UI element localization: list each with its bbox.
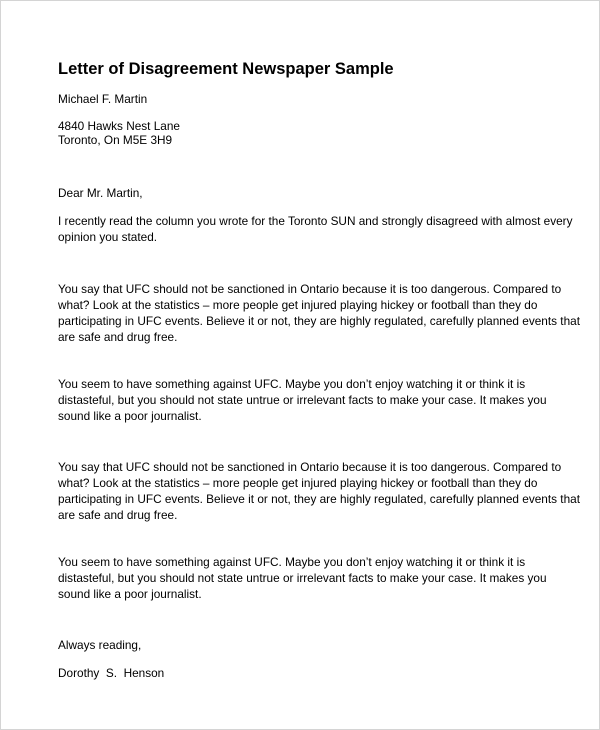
paragraph-line: sound like a poor journalist. (58, 587, 202, 601)
paragraph-line: distasteful, but you should not state untrue or irrelevant facts to make your case. It makes you (58, 393, 547, 407)
address-line-2: Toronto, On M5E 3H9 (58, 133, 173, 147)
document-title: Letter of Disagreement Newspaper Sample (58, 60, 394, 78)
paragraph-line: You say that UFC should not be sanctioned in Ontario because it is too dangerous. Compared to (58, 282, 562, 296)
paragraph-2 (58, 281, 580, 345)
address-line-1: 4840 Hawks Nest Lane (58, 119, 180, 133)
paragraph-line: opinion you stated. (58, 230, 158, 244)
paragraph-line: sound like a poor journalist. (58, 409, 202, 423)
recipient-name: Michael F. Martin (58, 92, 148, 106)
paragraph-line: participating in UFC events. Believe it or not, they are highly regulated, carefully planned events that (58, 314, 580, 328)
paragraph-line: what? Look at the statistics – more people get injured playing hickey or football than they do (58, 298, 538, 312)
paragraph-line: are safe and drug free. (58, 508, 178, 522)
paragraph-1 (58, 213, 573, 245)
salutation: Dear Mr. Martin, (58, 186, 143, 200)
paragraph-line: You seem to have something against UFC. Maybe you don’t enjoy watching it or think it is (58, 555, 526, 569)
paragraph-4 (58, 459, 580, 523)
paragraph-line: You seem to have something against UFC. Maybe you don’t enjoy watching it or think it is (58, 377, 526, 391)
paragraph-line: I recently read the column you wrote for the Toronto SUN and strongly disagreed with almost every (58, 214, 573, 228)
paragraph-line: what? Look at the statistics – more people get injured playing hickey or football than they do (58, 476, 538, 490)
paragraph-line: You say that UFC should not be sanctioned in Ontario because it is too dangerous. Compared to (58, 460, 562, 474)
signature: Dorothy S. Henson (58, 666, 165, 680)
paragraph-line: distasteful, but you should not state untrue or irrelevant facts to make your case. It makes you (58, 571, 547, 585)
paragraph-line: participating in UFC events. Believe it or not, they are highly regulated, carefully planned events that (58, 492, 580, 506)
paragraph-3 (58, 376, 558, 424)
paragraph-5 (58, 554, 558, 602)
closing: Always reading, (58, 638, 142, 652)
paragraph-line: are safe and drug free. (58, 330, 178, 344)
